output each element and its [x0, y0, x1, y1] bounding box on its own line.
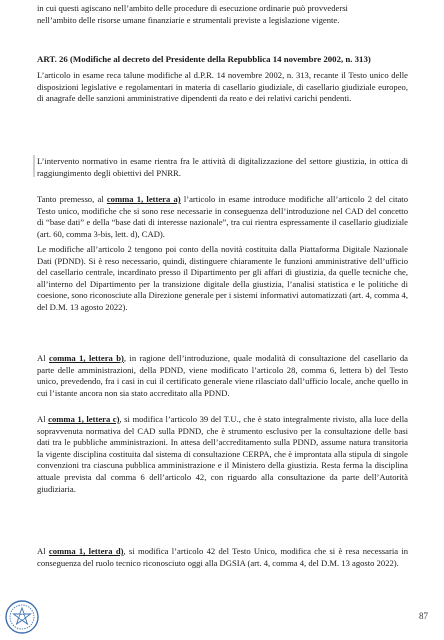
article-paragraph-7 [37, 546, 408, 569]
comma-1-lettera-a-ref: comma 1, lettera a) [106, 194, 181, 204]
intro-paragraph [37, 3, 408, 26]
margin-bar [33, 155, 35, 177]
paragraph-7 [37, 546, 408, 569]
article-paragraph-3 [37, 194, 408, 240]
republic-emblem-seal-icon [5, 600, 39, 634]
paragraph-7-pre: Al [37, 546, 49, 556]
intro-line-2: nell’ambito delle risorse umane finanziarie e strumentali previste a legislazione vigente. [37, 14, 340, 25]
intro-line-1: in cui questi agiscano nell’ambito delle procedure di esecuzione ordinarie può provvedersi [37, 3, 348, 13]
paragraph-3-pre: Tanto premesso, al [37, 194, 107, 204]
paragraph-5-pre: Al [37, 353, 49, 363]
article-paragraph-2 [37, 156, 408, 179]
paragraph-4: Le modifiche all’articolo 2 tengono poi conto della novità costituita dalla Piattaforma Digitale Nazionale Dati (PDND). Si è reso necessario, quindi, distinguere chiaramente le funzioni amministrative dell’ufficio del casellario centrale, incardinato presso il Dipartimento per gli affari di giustizia, da quelle tecniche che, all’interno del Dipartimento per la transizione digitale della giustizia, l’analisi statistica e le politiche di coesione, sono riconosciute alla Direzione generale per i sistemi informativi automatizzati (art. 4, comma 4, del D.M. 13 agosto 2022). [37, 244, 408, 312]
paragraph-7-post: , si modifica l’articolo 42 del Testo Unico, modifica che si è resa necessaria in conseguenza del ruolo tecnico riconosciuto oggi alla DGSIA (art. 4, comma 4, del D.M. 13 agosto 2022). [37, 546, 409, 568]
article-paragraph-6 [37, 414, 408, 495]
article-heading: ART. 26 (Modifiche al decreto del Presidente della Repubblica 14 novembre 2002, n. 313) [37, 54, 371, 64]
paragraph-5 [37, 353, 408, 399]
page-number: 87 [419, 611, 428, 621]
article-paragraph-1 [37, 70, 408, 105]
paragraph-1: L’articolo in esame reca talune modifiche al d.P.R. 14 novembre 2002, n. 313, recante il Testo unico delle disposizioni legislative e regolamentari in materia di casellario giudiziale, di casellario giudiziale europeo, di anagrafe delle sanzioni amministrative dipendenti da reato e dei relativi carichi pendenti. [37, 70, 408, 104]
paragraph-6 [37, 414, 408, 495]
comma-1-lettera-d-ref: comma 1, lettera d) [48, 546, 124, 556]
article-paragraph-4 [37, 244, 408, 314]
paragraph-6-post: , si modifica l’articolo 39 del T.U., che è stato integralmente rivisto, alla luce della sopravvenuta normativa del CAD sulla PDND, che è strumento esclusivo per la consultazione delle basi dati tra le pubbliche amministrazioni. In attesa dell’accreditamento sulla PDND, assume natura transitoria la vigente disciplina costituita dal sistema di consultazione CERPA, che è improntata alla stipula di singole convenzioni tra ciascuna pubblica amministrazione e il Ministero della giustizia. Resta ferma la disciplina attuale prevista dal comma 6 dell’articolo 42, con riguardo alla consultazione da parte dell’Autorità giudiziaria. [37, 414, 408, 494]
paragraph-2: L’intervento normativo in esame rientra fra le attività di digitalizzazione del settore giustizia, in ottica di raggiungimento degli obiettivi del PNRR. [37, 156, 408, 178]
paragraph-3-post: l’articolo in esame introduce modifiche all’articolo 2 del citato Testo unico, modifiche che si sono rese necessarie in conseguenza dell’introduzione nel CAD del concetto di “base dati” e della “base dati di interesse nazionale”, tra cui rientra espressamente il casellario giudiziale (art. 60, comma 3-bis, lett. d), CAD). [37, 194, 408, 239]
comma-1-lettera-c-ref: comma 1, lettera c) [48, 414, 120, 424]
paragraph-3 [37, 194, 408, 240]
comma-1-lettera-b-ref: comma 1, lettera b) [49, 353, 124, 363]
paragraph-5-post: , in ragione dell’introduzione, quale modalità di consultazione del casellario da parte delle amministrazioni, della PDND, viene modificato l’articolo 28, comma 6, lettera b) del Testo unico, prevedendo, fra i casi in cui il certificato generale viene rilasciato dall’ufficio locale, anche quello in cui l’istante ancora non sia stato accreditato alla PDND. [37, 353, 408, 398]
article-paragraph-5 [37, 353, 408, 399]
paragraph-6-pre: Al [37, 414, 49, 424]
